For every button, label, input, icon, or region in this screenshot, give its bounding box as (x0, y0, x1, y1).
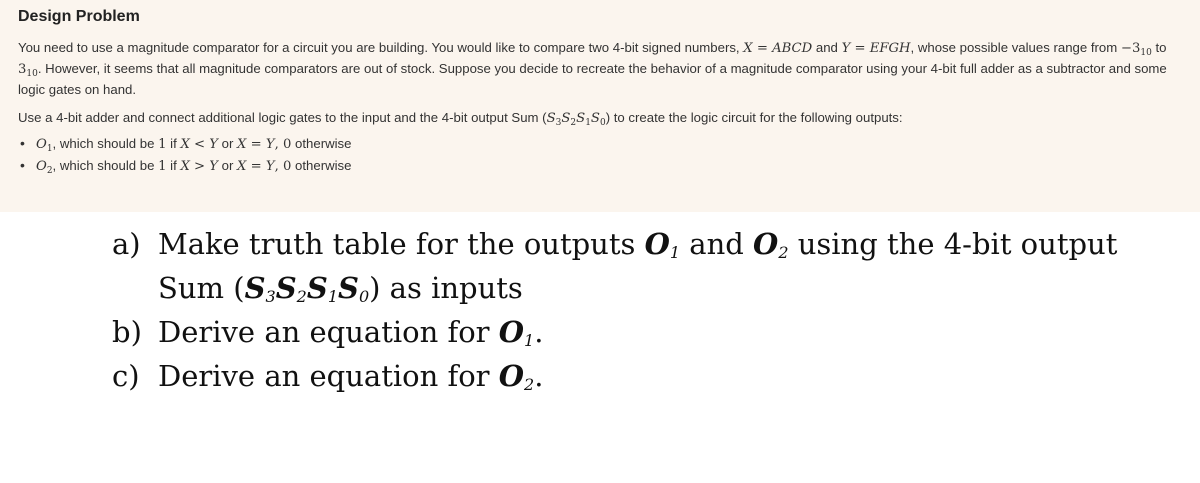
math-sub: 2 (570, 118, 577, 128)
math-x: X (743, 41, 753, 56)
math-op: > (189, 159, 210, 174)
math-s: S (244, 271, 266, 305)
math-sub-10: 10 (1140, 48, 1152, 58)
math-sub: 3 (265, 287, 276, 306)
text-span: using the 4-bit output (797, 227, 1118, 261)
math-x: X (180, 137, 190, 152)
problem-paragraph-2 (18, 108, 1182, 129)
math-o: O (753, 227, 779, 261)
text-span: or (217, 136, 238, 151)
math-sub: 2 (524, 375, 535, 394)
math-0: , 0 (274, 159, 292, 174)
question-list (112, 222, 1172, 398)
math-x: X (237, 137, 247, 152)
text-span: otherwise (291, 158, 352, 173)
problem-paragraph-1 (18, 38, 1182, 100)
math-eq: = (752, 41, 773, 56)
math-sub-10: 10 (26, 69, 38, 79)
math-efgh: EFGH (869, 41, 911, 56)
text-span: if (166, 136, 181, 151)
text-span: Make truth table for the outputs (158, 227, 645, 261)
text-span: Derive an equation for (158, 359, 499, 393)
math-3: 3 (18, 62, 27, 77)
text-span: ) as inputs (369, 271, 523, 305)
text-span: , whose possible values range from (910, 40, 1121, 55)
problem-panel (0, 0, 1200, 212)
math-s: S (546, 111, 556, 126)
math-o: O (644, 227, 670, 261)
math-eq: = (246, 159, 266, 174)
math-sub: 1 (46, 144, 53, 154)
question-b (112, 310, 1172, 354)
math-0: , 0 (274, 137, 292, 152)
text-span: . However, it seems that all magnitude comparators are out of stock. Suppose you decide to recreate the behavior of a magnitude comparator using your 4-bit full adder as a subtractor and some logic gates on hand. (18, 61, 1167, 97)
math-s: S (306, 271, 328, 305)
math-neg3: −3 (1120, 41, 1141, 56)
text-span: Sum ( (158, 271, 245, 305)
math-sub: 2 (46, 166, 53, 176)
math-sub: 1 (669, 243, 681, 262)
text-span: . (534, 315, 544, 349)
math-1: 1 (158, 159, 167, 174)
math-y: Y (209, 159, 218, 174)
math-o: O (36, 159, 47, 174)
math-abcd: ABCD (772, 41, 813, 56)
output-list (18, 133, 1182, 177)
math-op: < (189, 137, 210, 152)
bullet-icon: • (20, 157, 25, 173)
question-a-continued (112, 266, 1172, 310)
math-sub: 1 (327, 287, 338, 306)
math-sub: 2 (296, 287, 307, 306)
list-item (20, 155, 1182, 177)
math-s: S (275, 271, 297, 305)
text-span: , which should be (52, 158, 159, 173)
math-sub: 3 (555, 118, 562, 128)
text-span: You need to use a magnitude comparator for a circuit you are building. You would like to compare two 4-bit signed numbers, (18, 40, 744, 55)
text-span: , which should be (52, 136, 159, 151)
question-label: b) (112, 315, 142, 349)
text-span: to (1151, 40, 1167, 55)
text-span: Derive an equation for (158, 315, 499, 349)
question-label: a) (112, 227, 141, 261)
question-label: c) (112, 359, 140, 393)
text-span: or (217, 158, 238, 173)
math-sub: 1 (585, 118, 591, 128)
math-o: O (36, 137, 47, 152)
text-span: if (166, 158, 181, 173)
math-sub: 2 (778, 243, 789, 262)
math-y: Y (841, 41, 851, 56)
math-sub: 0 (599, 118, 606, 128)
text-span: and (812, 40, 842, 55)
text-span: and (680, 227, 754, 261)
math-o: O (498, 359, 525, 393)
bullet-icon: • (20, 135, 25, 151)
text-span: otherwise (291, 136, 352, 151)
math-y: Y (265, 159, 275, 174)
math-x: X (237, 159, 247, 174)
text-span: ) to create the logic circuit for the following outputs: (605, 110, 903, 125)
math-s: S (590, 111, 600, 126)
math-s: S (561, 111, 571, 126)
math-y: Y (265, 137, 275, 152)
problem-heading: Design Problem (18, 8, 140, 25)
math-sub: 0 (358, 287, 370, 306)
math-sub: 1 (524, 331, 535, 350)
math-s: S (338, 271, 359, 305)
math-x: X (180, 159, 190, 174)
math-eq: = (850, 41, 870, 56)
math-o: O (498, 315, 525, 349)
question-a (112, 222, 1172, 266)
math-s: S (576, 111, 586, 126)
math-eq: = (246, 137, 266, 152)
text-span: Use a 4-bit adder and connect additional logic gates to the input and the 4-bit output Sum ( (18, 110, 547, 125)
math-y: Y (209, 137, 218, 152)
list-item (20, 133, 1182, 155)
math-1: 1 (158, 137, 167, 152)
question-c (112, 354, 1172, 398)
text-span: . (534, 359, 544, 393)
